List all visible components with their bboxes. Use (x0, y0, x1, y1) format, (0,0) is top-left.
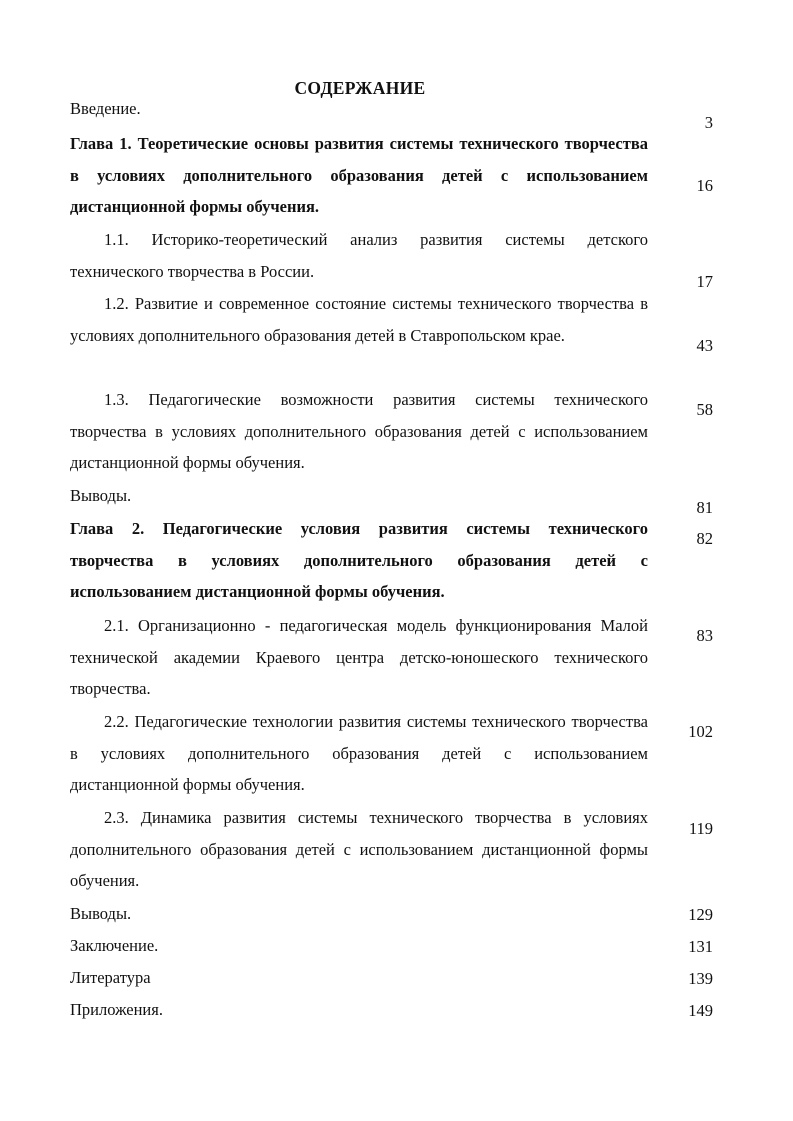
toc-page-number: 102 (688, 722, 713, 741)
toc-entry-text: 2.2. Педагогические технологии развития системы технического творчества в условиях дополнительного образования детей с использованием дистанционной формы обучения. (70, 712, 648, 794)
toc-page-number: 43 (696, 336, 713, 355)
toc-entry-text: 2.1. Организационно - педагогическая модель функционирования Малой технической академии Краевого центра детско-юношеского технического творчества. (70, 616, 648, 698)
toc-page-number: 81 (696, 498, 713, 517)
toc-page-number: 58 (696, 400, 713, 419)
toc-page-number: 82 (696, 529, 713, 548)
toc-entry-text: 1.1. Историко-теоретический анализ развития системы детского технического творчества в России. (70, 230, 648, 281)
toc-entry-text: Глава 1. Теоретические основы развития системы технического творчества в условиях дополнительного образования детей с использованием дистанционной формы обучения. (70, 134, 648, 216)
toc-entry-text: Выводы. (70, 904, 132, 923)
toc-entry-text: Литература (70, 968, 151, 987)
toc-entry-text: Приложения. (70, 1000, 163, 1019)
toc-page-number: 119 (688, 819, 713, 838)
toc-page-number: 83 (696, 626, 713, 645)
toc-page-number: 149 (688, 1001, 713, 1020)
toc-entry-text: Заключение. (70, 936, 159, 955)
toc-entry-text: 2.3. Динамика развития системы технического творчества в условиях дополнительного образования детей с использованием дистанционной формы обучения. (70, 808, 648, 890)
toc-entry-text: Введение. (70, 99, 141, 118)
toc-entry-text: 1.3. Педагогические возможности развития системы технического творчества в условиях дополнительного образования детей с использованием дистанционной формы обучения. (70, 390, 648, 472)
toc-entry-text: 1.2. Развитие и современное состояние системы технического творчества в условиях дополнительного образования детей в Ставропольском крае. (70, 294, 648, 345)
toc-page-number: 131 (688, 937, 713, 956)
toc-entry-text: Глава 2. Педагогические условия развития системы технического творчества в условиях дополнительного образования детей с использованием дистанционной формы обучения. (70, 519, 648, 601)
toc-entry-text: Выводы. (70, 486, 132, 505)
toc-page-number: 16 (696, 176, 713, 195)
toc-page-number: 17 (696, 272, 713, 291)
page-title: СОДЕРЖАНИЕ (294, 78, 426, 98)
toc-page-number: 139 (688, 969, 713, 988)
toc-page-number: 129 (688, 905, 713, 924)
toc-page-number: 3 (704, 113, 713, 132)
